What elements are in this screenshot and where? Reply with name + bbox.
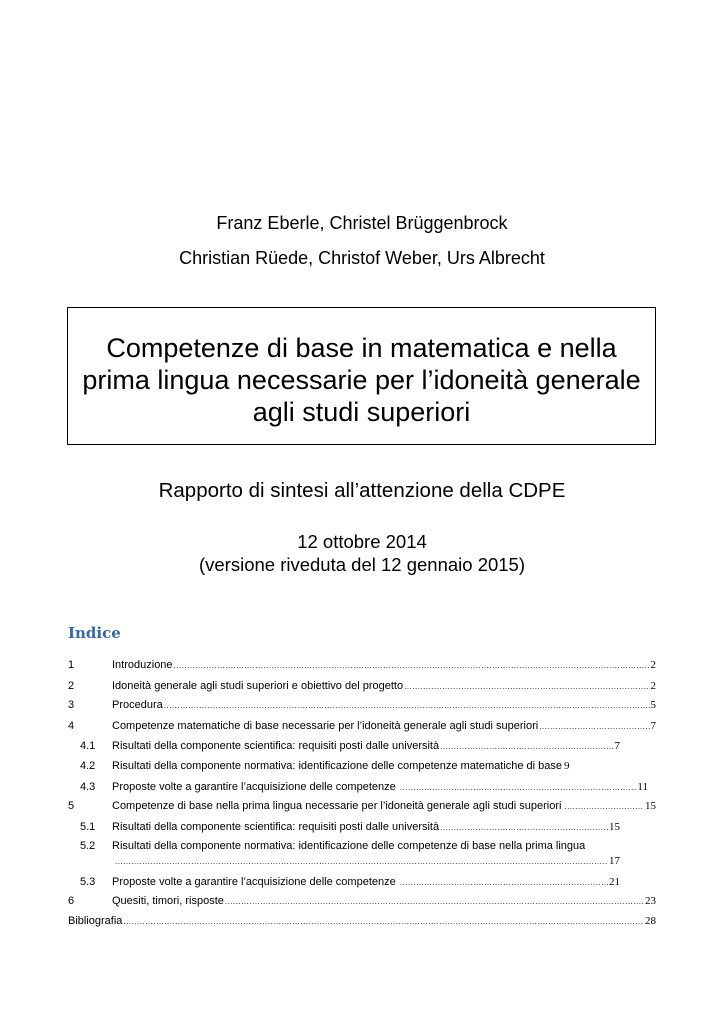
toc-entry-number: 5.2 (80, 840, 96, 852)
toc-entry-text: Competenze matematiche di base necessarie per l’idoneità generale agli studi superiori (112, 720, 539, 732)
toc-entry-text: Procedura (112, 699, 163, 711)
toc-entry-2[interactable] (68, 679, 656, 693)
toc-entry-bibliografia[interactable] (68, 914, 656, 928)
toc-entry-page: 7 (614, 740, 620, 752)
toc-entry-5-2[interactable] (68, 839, 656, 853)
toc-entry-5-1[interactable] (68, 820, 656, 834)
date-line-2: (versione riveduta del 12 gennaio 2015) (198, 554, 526, 575)
toc-entry-text: Idoneità generale agli studi superiori e obiettivo del progetto (112, 680, 404, 692)
toc-entry-number: 1 (68, 659, 75, 671)
toc-entry-page: 17 (609, 855, 620, 867)
toc-entry-5-3[interactable] (68, 875, 656, 889)
toc-leader-dots (115, 855, 608, 869)
toc-entry-4[interactable] (68, 719, 656, 733)
authors-line-1: Franz Eberle, Christel Brüggenbrock (216, 213, 508, 233)
toc-entry-number: 4.1 (80, 740, 96, 752)
document-title: Competenze di base in matematica e nella prima lingua necessarie per l’idoneità generale agli studi superiori (82, 333, 641, 427)
toc-entry-page: 15 (645, 800, 656, 812)
toc-entry-6[interactable] (68, 894, 656, 908)
toc-entry-number: 5 (68, 800, 75, 812)
toc-entry-text: Proposte volte a garantire l’acquisizione delle competenze (112, 876, 396, 888)
toc-entry-number: 5.3 (80, 876, 96, 888)
toc-entry-4-1[interactable] (68, 739, 656, 753)
toc-leader-dots (564, 800, 644, 814)
toc-leader-dots (164, 699, 650, 713)
toc-entry-page: 7 (650, 720, 656, 732)
toc-entry-number: 5.1 (80, 821, 96, 833)
toc-leader-dots (539, 720, 649, 734)
toc-entry-page: 11 (637, 781, 648, 793)
authors-line-2: Christian Rüede, Christof Weber, Urs Albrecht (179, 248, 545, 268)
toc-leader-dots (404, 680, 649, 694)
toc-entry-text: Risultati della componente scientifica: requisiti posti dalle università (112, 740, 440, 752)
document-subtitle: Rapporto di sintesi all’attenzione della CDPE (158, 479, 566, 502)
toc-leader-dots (225, 895, 644, 909)
toc-leader-dots (440, 821, 608, 835)
toc-entry-page: 15 (609, 821, 620, 833)
document-date (0, 530, 724, 576)
toc-entry-text: Bibliografia (68, 915, 123, 927)
toc-entry-text: Risultati della componente normativa: identificazione delle competenze di base nella prima lingua (112, 840, 586, 852)
toc-entry-text: Competenze di base nella prima lingua necessarie per l’idoneità generale agli studi superiori (112, 800, 562, 812)
toc-entry-text: Introduzione (112, 659, 173, 671)
toc-entry-number: 4.2 (80, 760, 96, 772)
toc-entry-number: 4 (68, 720, 75, 732)
toc-entry-page: 5 (650, 699, 656, 711)
toc-entry-text: Risultati della componente scientifica: requisiti posti dalle università (112, 821, 440, 833)
toc-entry-page: 2 (650, 659, 656, 671)
toc-leader-dots (440, 740, 613, 754)
toc-entry-page: 28 (645, 915, 656, 927)
toc-entry-text: Proposte volte a garantire l’acquisizione delle competenze (112, 781, 396, 793)
toc-entry-4-3[interactable] (68, 780, 656, 794)
toc-leader-dots (174, 659, 650, 673)
toc-entry-1[interactable] (68, 658, 656, 672)
toc-leader-dots (400, 876, 608, 890)
toc-entry-5-2-continuation (112, 854, 656, 868)
toc-heading: Indice (68, 624, 121, 642)
toc-entry-text: Quesiti, timori, risposte (112, 895, 224, 907)
title-box (67, 307, 656, 445)
toc-entry-5[interactable] (68, 799, 656, 813)
toc-entry-page: 2 (650, 680, 656, 692)
date-line-1: 12 ottobre 2014 (297, 531, 427, 552)
toc-entry-3[interactable] (68, 698, 656, 712)
toc-entry-number: 3 (68, 699, 75, 711)
toc-entry-number: 2 (68, 680, 75, 692)
toc-leader-dots (123, 915, 644, 929)
toc-entry-4-2[interactable] (68, 759, 656, 773)
toc-leader-dots (400, 781, 637, 795)
toc-entry-text: Risultati della componente normativa: identificazione delle competenze matematiche di base (112, 760, 563, 772)
toc-entry-number: 6 (68, 895, 75, 907)
toc-entry-page: 21 (609, 876, 620, 888)
toc-entry-page: 23 (645, 895, 656, 907)
toc-entry-page: 9 (564, 760, 570, 772)
toc-entry-number: 4.3 (80, 781, 96, 793)
